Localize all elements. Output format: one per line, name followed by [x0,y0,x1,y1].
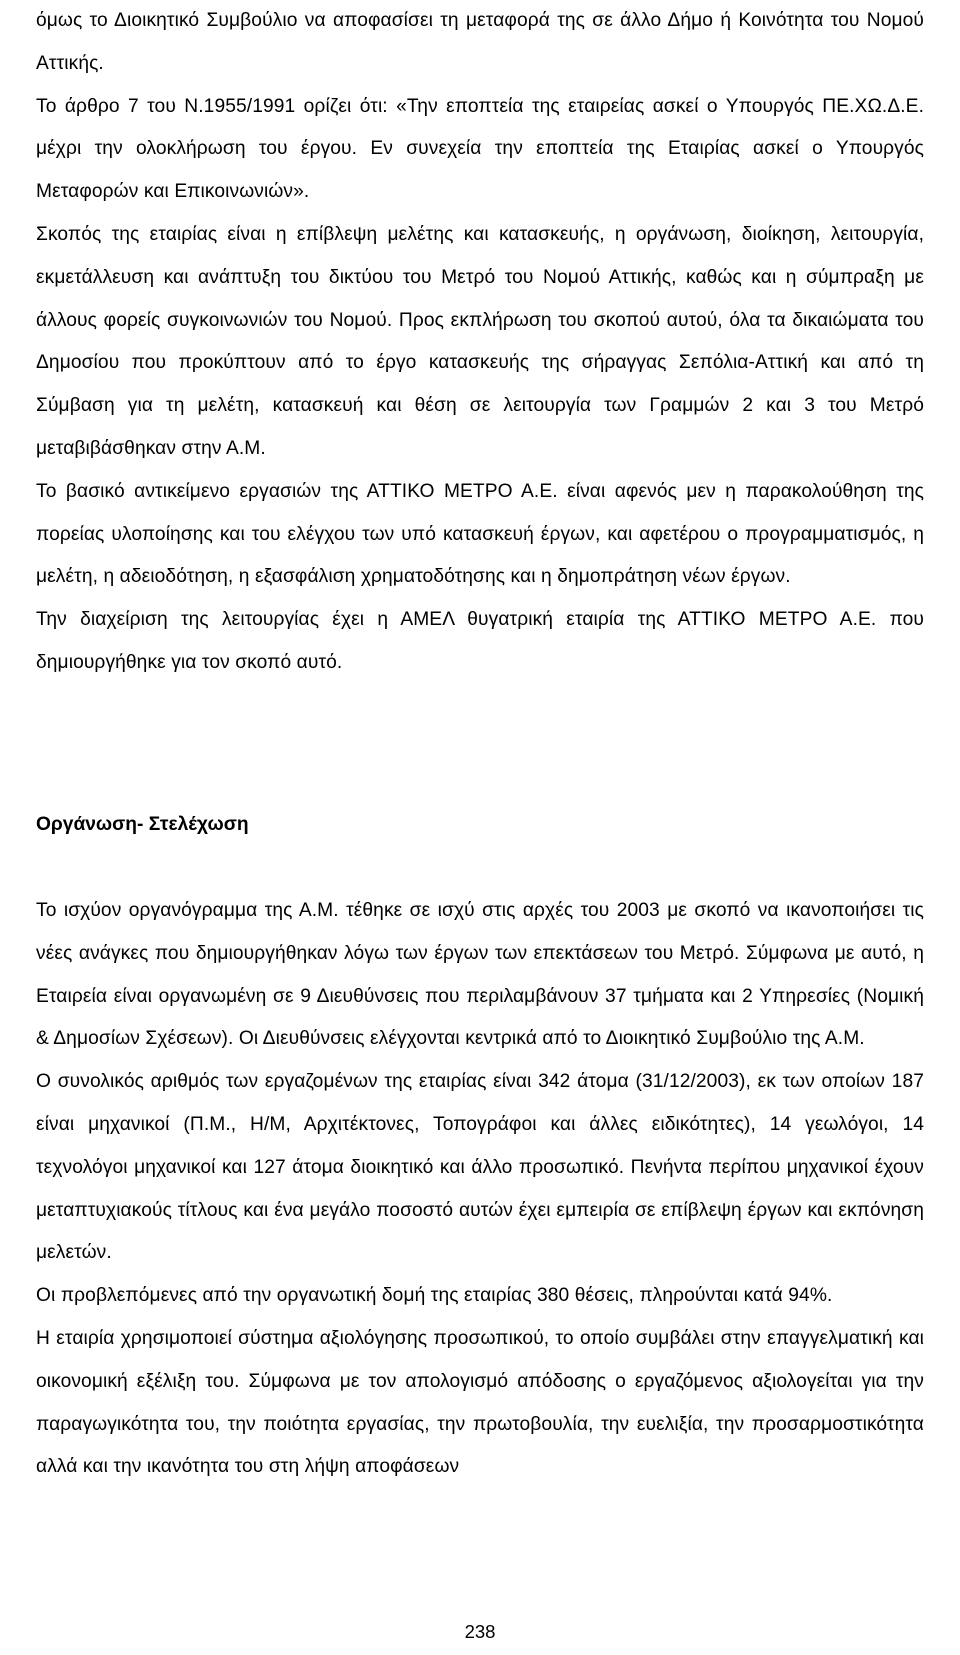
paragraph: Οι προβλεπόμενες από την οργανωτική δομή της εταιρίας 380 θέσεις, πληρούνται κατά 94%. [36,1285,833,1307]
paragraph: Το βασικό αντικείμενο εργασιών της ΑΤΤΙΚΟ ΜΕΤΡΟ Α.Ε. είναι αφενός μεν η παρακολούθηση της πορείας υλοποίησης και του ελέγχου των υπό κατασκευή έργων, και αφετέρου ο προγραμματισμός, η μελέτη, η αδειοδότηση, η εξασφάλιση χρηματοδότησης και η δημοπράτηση νέων έργων. [36,480,924,588]
paragraph: Την διαχείριση της λειτουργίας έχει η ΑΜΕΛ θυγατρική εταιρία της ΑΤΤΙΚΟ ΜΕΤΡΟ Α.Ε. που δημιουργήθηκε για τον σκοπό αυτό. [36,609,924,673]
section-heading: Οργάνωση- Στελέχωση [36,814,249,835]
page-number: 238 [464,1621,496,1642]
body-text-block-1 [36,0,924,685]
paragraph: Η εταιρία χρησιμοποιεί σύστημα αξιολόγησης προσωπικού, το οποίο συμβάλει στην επαγγελματική και οικονομική εξέλιξη του. Σύμφωνα με τον απολογισμό απόδοσης ο εργαζόμενος αξιολογείται για την παραγωγικότητα του, την ποιότητα εργασίας, την πρωτοβουλία, την ευελιξία, την προσαρμοστικότητα αλλά και την ικανότητα του στη λήψη αποφάσεων [36,1327,924,1478]
body-text-block-2 [36,890,924,1489]
paragraph: Ο συνολικός αριθμός των εργαζομένων της εταιρίας είναι 342 άτομα (31/12/2003), εκ των οποίων 187 είναι μηχανικοί (Π.Μ., Η/Μ, Αρχιτέκτονες, Τοπογράφοι και άλλες ειδικότητες), 14 γεωλόγοι, 14 τεχνολόγοι μηχανικοί και 127 άτομα διοικητικό και άλλο προσωπικό. Πενήντα περίπου μηχανικοί έχουν μεταπτυχιακούς τίτλους και ένα μεγάλο ποσοστό αυτών έχει εμπειρία σε επίβλεψη έργων και εκπόνηση μελετών. [36,1071,924,1264]
paragraph: Το άρθρο 7 του Ν.1955/1991 ορίζει ότι: «Την εποπτεία της εταιρείας ασκεί ο Υπουργός ΠΕ.ΧΩ.Δ.Ε. μέχρι την ολοκλήρωση του έργου. Εν συνεχεία την εποπτεία της Εταιρίας ασκεί ο Υπουργός Μεταφορών και Επικοινωνιών». [36,95,924,203]
paragraph: Το ισχύον οργανόγραμμα της Α.Μ. τέθηκε σε ισχύ στις αρχές του 2003 με σκοπό να ικανοποιήσει τις νέες ανάγκες που δημιουργήθηκαν λόγω των έργων των επεκτάσεων του Μετρό. Σύμφωνα με αυτό, η Εταιρεία είναι οργανωμένη σε 9 Διευθύνσεις που περιλαμβάνουν 37 τμήματα και 2 Υπηρεσίες (Νομική & Δημοσίων Σχέσεων). Οι Διευθύνσεις ελέγχονται κεντρικά από το Διοικητικό Συμβούλιο της Α.Μ. [36,900,924,1050]
paragraph: όμως το Διοικητικό Συμβούλιο να αποφασίσει τη μεταφορά της σε άλλο Δήμο ή Κοινότητα του Νομού Αττικής. [36,10,924,74]
paragraph: Σκοπός της εταιρίας είναι η επίβλεψη μελέτης και κατασκευής, η οργάνωση, διοίκηση, λειτουργία, εκμετάλλευση και ανάπτυξη του δικτύου του Μετρό του Νομού Αττικής, καθώς και η σύμπραξη με άλλους φορείς συγκοινωνιών του Νομού. Προς εκπλήρωση του σκοπού αυτού, όλα τα δικαιώματα του Δημοσίου που προκύπτουν από το έργο κατασκευής της σήραγγας Σεπόλια-Αττική και από τη Σύμβαση για τη μελέτη, κατασκευή και θέση σε λειτουργία των Γραμμών 2 και 3 του Μετρό μεταβιβάσθηκαν στην Α.Μ. [36,223,924,459]
